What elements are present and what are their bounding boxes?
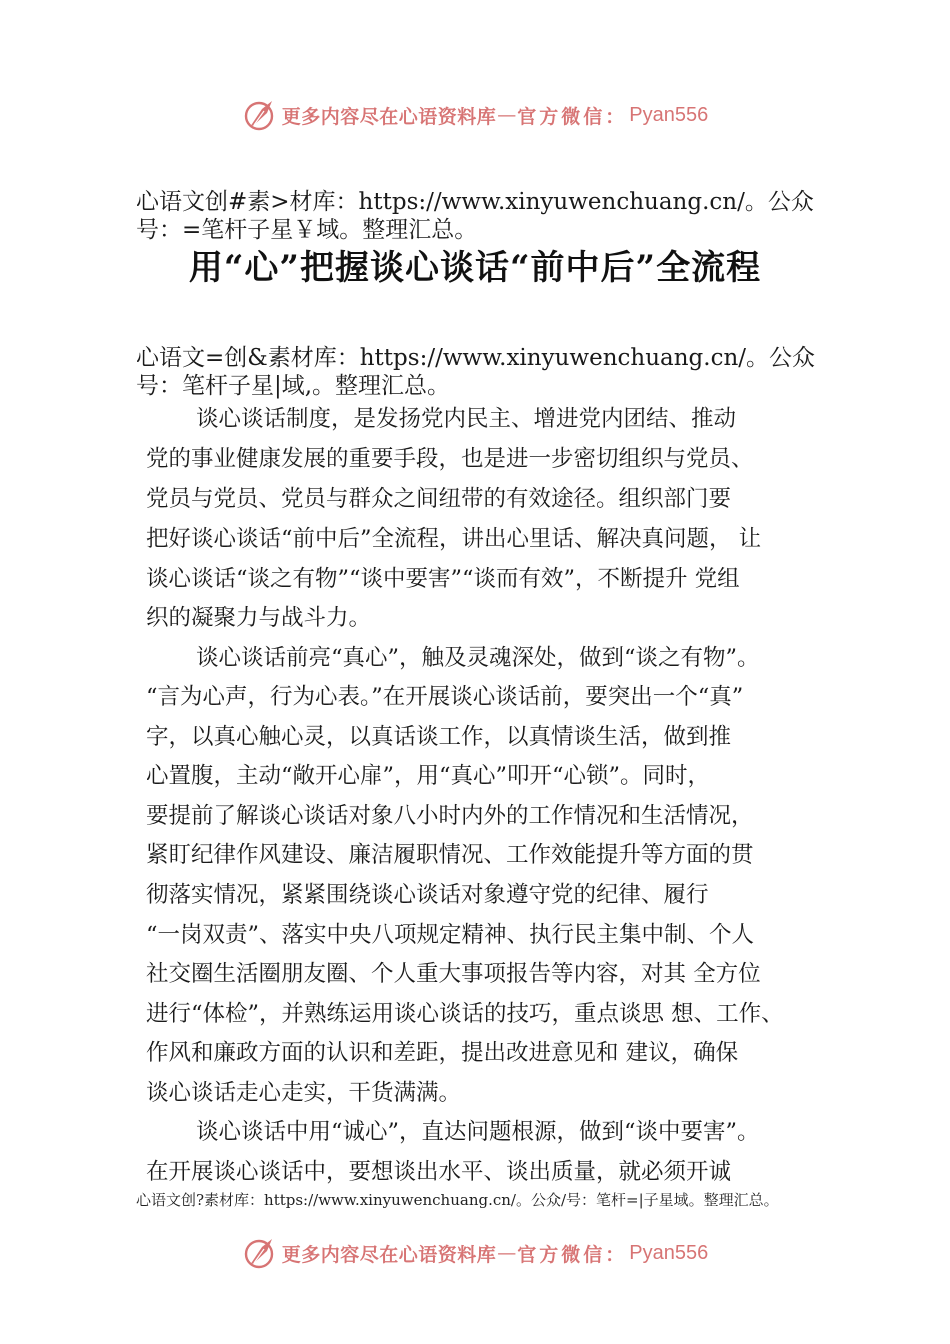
body-line: 党员与党员、党员与群众之间纽带的有效途径。组织部门要 (146, 486, 732, 512)
body-line: 彻落实情况，紧紧围绕谈心谈话对象遵守党的纪律、履行 (146, 882, 709, 908)
body-line: 谈心谈话走心走实，干货满满。 (146, 1080, 462, 1106)
source-notice-line: 号：笔杆子星|域,。整理汇总。 (136, 373, 451, 399)
banner-wechat-id: Pyan556 (629, 103, 709, 126)
banner-text: 更多内容尽在心语资料库 (281, 1243, 497, 1266)
footer-banner (0, 1233, 950, 1273)
body-line: 谈心谈话“谈之有物”“谈中要害”“谈而有效”，不断提升 党组 (146, 566, 740, 592)
header-banner (0, 95, 950, 135)
banner-wechat-label: 官方微信： (517, 1243, 628, 1266)
quill-logo-icon (242, 97, 278, 133)
document-title: 用“心”把握谈心谈话“前中后”全流程 (188, 248, 762, 288)
body-line: 社交圈生活圈朋友圈、个人重大事项报告等内容，对其 全方位 (146, 961, 761, 987)
body-line: 谈心谈话制度，是发扬党内民主、增进党内团结、推动 (196, 406, 737, 432)
banner-separator: — (497, 104, 517, 126)
source-notice-line: 号：=笔杆子星￥域。整理汇总。 (136, 217, 478, 243)
body-line: “言为心声，行为心表。”在开展谈心谈话前，要突出一个“真” (146, 684, 744, 710)
body-line: 进行“体检”，并熟练运用谈心谈话的技巧，重点谈思 想、工作、 (146, 1001, 784, 1027)
banner-text: 更多内容尽在心语资料库 (281, 105, 497, 128)
body-line: 谈心谈话前亮“真心”，触及灵魂深处，做到“谈之有物”。 (196, 645, 760, 671)
body-line: “一岗双责”、落实中央八项规定精神、执行民主集中制、个人 (146, 922, 755, 948)
body-line: 谈心谈话中用“诚心”，直达问题根源，做到“谈中要害”。 (196, 1119, 760, 1145)
body-line: 把好谈心谈话“前中后”全流程，讲出心里话、解决真问题， 让 (146, 526, 762, 552)
body-line: 要提前了解谈心谈话对象八小时内外的工作情况和生活情况， (146, 803, 754, 829)
footer-source-notice: 心语文创?素材库：https://www.xinyuwenchuang.cn/。公众/号：笔杆=|子星域。整理汇总。 (136, 1191, 779, 1209)
source-notice-line: 心语文=创&素材库：https://www.xinyuwenchuang.cn/。公众 (136, 345, 816, 371)
body-line: 在开展谈心谈话中，要想谈出水平、谈出质量，就必须开诚 (146, 1159, 732, 1185)
body-line: 织的凝聚力与战斗力。 (146, 605, 372, 631)
body-line: 作风和廉政方面的认识和差距，提出改进意见和 建议，确保 (146, 1040, 739, 1066)
body-line: 字，以真心触心灵，以真话谈工作，以真情谈生活，做到推 (146, 724, 732, 750)
banner-wechat-id: Pyan556 (629, 1241, 709, 1264)
body-line: 紧盯纪律作风建设、廉洁履职情况、工作效能提升等方面的贯 (146, 842, 754, 868)
quill-logo-icon (242, 1235, 278, 1271)
source-notice-line: 心语文创#素>材库：https://www.xinyuwenchuang.cn/。公众 (136, 189, 814, 215)
banner-wechat-label: 官方微信： (517, 105, 628, 128)
body-line: 党的事业健康发展的重要手段，也是进一步密切组织与党员、 (146, 446, 754, 472)
body-line: 心置腹，主动“敞开心扉”，用“真心”叩开“心锁”。同时， (146, 763, 711, 789)
banner-separator: — (497, 1242, 517, 1264)
